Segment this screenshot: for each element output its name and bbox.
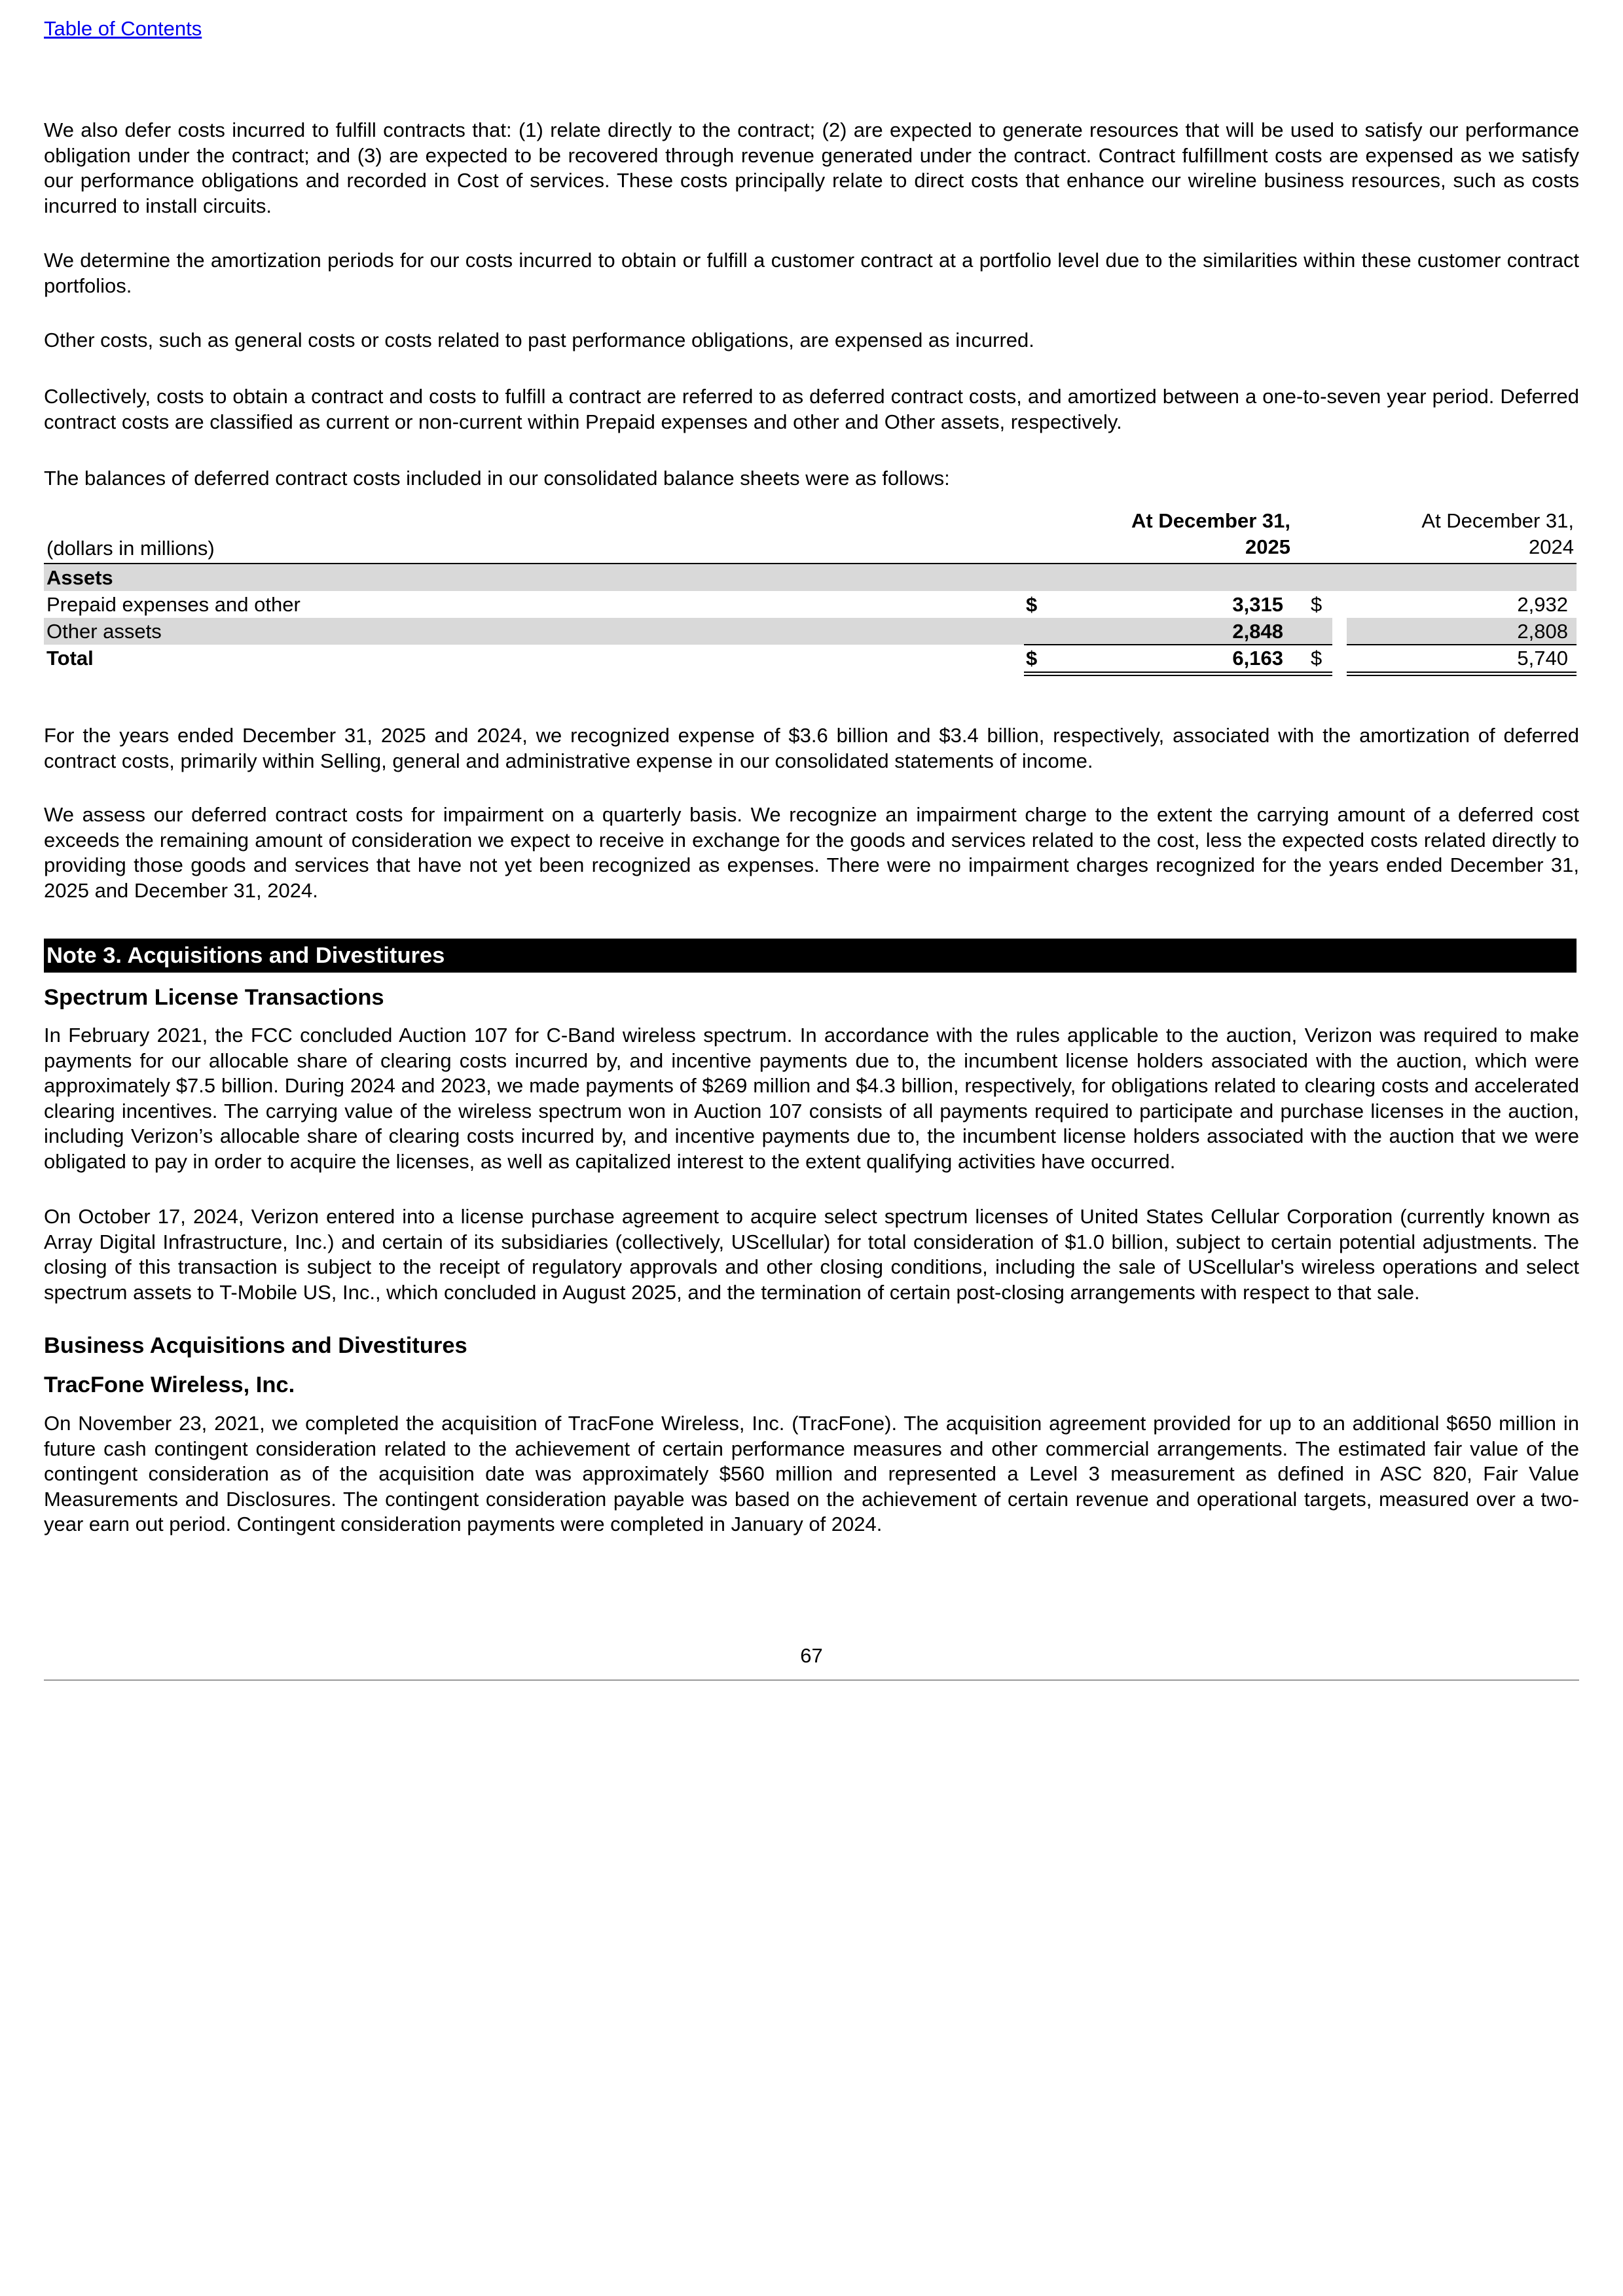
heading-business-acquisitions: Business Acquisitions and Divestitures: [44, 1333, 467, 1358]
table-row: [44, 618, 1577, 645]
value-2024: 2,932: [1517, 593, 1568, 616]
column-header-2025-line1: At December 31,: [1131, 509, 1290, 532]
deferred-contract-costs-table: [44, 504, 1577, 672]
paragraph-uscellular: On October 17, 2024, Verizon entered into a license purchase agreement to acquire select spectrum licenses of United States Cellular Corporation (currently known as Array Digital Infrastructure, Inc.) and certain of its subsidiaries (collectively, UScellular) for total consideration of $1.0 billion, subject to certain potential adjustments. The closing of this transaction is subject to the receipt of regulatory approvals and other closing conditions, including the sale of UScellular's wireless operations and select spectrum assets to T-Mobile US, Inc., which concluded in August 2025, and the termination of certain post-closing arrangements with respect to that sale.: [44, 1205, 1579, 1304]
note-3-heading: Note 3. Acquisitions and Divestitures: [44, 939, 1577, 973]
value-2024: 5,740: [1517, 647, 1568, 670]
section-label-assets: Assets: [46, 566, 113, 589]
heading-spectrum-license-transactions: Spectrum License Transactions: [44, 985, 384, 1010]
table-section-row: [44, 564, 1577, 591]
paragraph-tracfone: On November 23, 2021, we completed the acquisition of TracFone Wireless, Inc. (TracFone). The acquisition agreement provided for up to an additional $650 million in future cash contingent consideration related to the achievement of certain performance measures and other commercial arrangements. The estimated fair value of the contingent consideration as of the acquisition date was approximately $560 million and represented a Level 3 measurement as defined in ASC 820, Fair Value Measurements and Disclosures. The contingent consideration payable was based on the achievement of certain revenue and operational targets, measured over a two-year earn out period. Contingent consideration payments were completed in January of 2024.: [44, 1412, 1579, 1535]
paragraph-auction-107: In February 2021, the FCC concluded Auction 107 for C-Band wireless spectrum. In accordance with the rules applicable to the auction, Verizon was required to make payments for our allocable share of clearing costs incurred by, and incentive payments due to, the incumbent license holders associated with the auction, which were approximately $7.5 billion. During 2024 and 2023, we made payments of $269 million and $4.3 billion, respectively, for obligations related to clearing costs and accelerated clearing incentives. The carrying value of the wireless spectrum won in Auction 107 consists of all payments required to participate and purchase licenses in the auction, including Verizon’s allocable share of clearing costs incurred by, and incentive payments due to, the incumbent license holders associated with the auction that we were obligated to pay in order to acquire the licenses, as well as capitalized interest to the extent qualifying activities have occurred.: [44, 1024, 1579, 1173]
footer-rule: [44, 1679, 1579, 1681]
value-2025: 2,848: [1232, 620, 1283, 643]
dollar-sign: $: [1026, 647, 1038, 670]
heading-tracfone: TracFone Wireless, Inc.: [44, 1372, 295, 1397]
total-double-rule-2024: [1347, 672, 1577, 676]
row-label: Other assets: [46, 620, 162, 643]
table-row-total: [44, 645, 1577, 672]
column-header-2024-line1: At December 31,: [1421, 509, 1574, 532]
total-double-rule-2025: [1024, 672, 1332, 676]
column-header-2024: [1421, 508, 1574, 560]
page-number: 67: [800, 1644, 823, 1667]
value-2024: 2,808: [1517, 620, 1568, 643]
column-header-2024-line2: 2024: [1529, 535, 1574, 558]
column-header-2025: [1131, 508, 1290, 560]
column-header-2025-line2: 2025: [1245, 535, 1290, 558]
paragraph-impairment: We assess our deferred contract costs for impairment on a quarterly basis. We recognize an impairment charge to the extent the carrying amount of a deferred cost exceeds the remaining amount of consideration we expect to receive in exchange for the goods and services related to the cost, less the expected costs related directly to providing those goods and services that have not yet been recognized as expenses. There were no impairment charges recognized for the years ended December 31, 2025 and December 31, 2024.: [44, 803, 1579, 902]
paragraph-fulfillment-costs: We also defer costs incurred to fulfill contracts that: (1) relate directly to the contract; (2) are expected to generate resources that will be used to satisfy our performance obligation under the contract; and (3) are expected to be recovered through revenue generated under the contract. Contract fulfillment costs are expensed as we satisfy our performance obligations and recorded in Cost of services. These costs principally relate to direct costs that enhance our wireline business resources, such as costs incurred to install circuits.: [44, 118, 1579, 217]
table-row: [44, 591, 1577, 618]
row-label: Prepaid expenses and other: [46, 593, 301, 616]
dollar-sign: $: [1311, 593, 1322, 616]
subtotal-rule-2025: [1024, 644, 1332, 645]
dollar-sign: $: [1026, 593, 1038, 616]
row-label-total: Total: [46, 647, 94, 670]
value-2025: 6,163: [1232, 647, 1283, 670]
value-2025: 3,315: [1232, 593, 1283, 616]
units-label: (dollars in millions): [46, 537, 215, 560]
paragraph-amortization-periods: We determine the amortization periods for our costs incurred to obtain or fulfill a customer contract at a portfolio level due to the similarities within these customer contract portfolios.: [44, 249, 1579, 297]
table-of-contents-link[interactable]: Table of Contents: [44, 17, 202, 40]
paragraph-amortization-expense: For the years ended December 31, 2025 and 2024, we recognized expense of $3.6 billion and $3.4 billion, respectively, associated with the amortization of deferred contract costs, primarily within Selling, general and administrative expense in our consolidated statements of income.: [44, 724, 1579, 772]
table-header-row: [44, 504, 1577, 564]
paragraph-balances-intro: The balances of deferred contract costs included in our consolidated balance sheets were as follows:: [44, 467, 950, 490]
paragraph-deferred-contract-costs: Collectively, costs to obtain a contract and costs to fulfill a contract are referred to as deferred contract costs, and amortized between a one-to-seven year period. Deferred contract costs are classified as current or non-current within Prepaid expenses and other and Other assets, respectively.: [44, 385, 1579, 433]
paragraph-other-costs: Other costs, such as general costs or costs related to past performance obligations, are expensed as incurred.: [44, 329, 1034, 351]
dollar-sign: $: [1311, 647, 1322, 670]
